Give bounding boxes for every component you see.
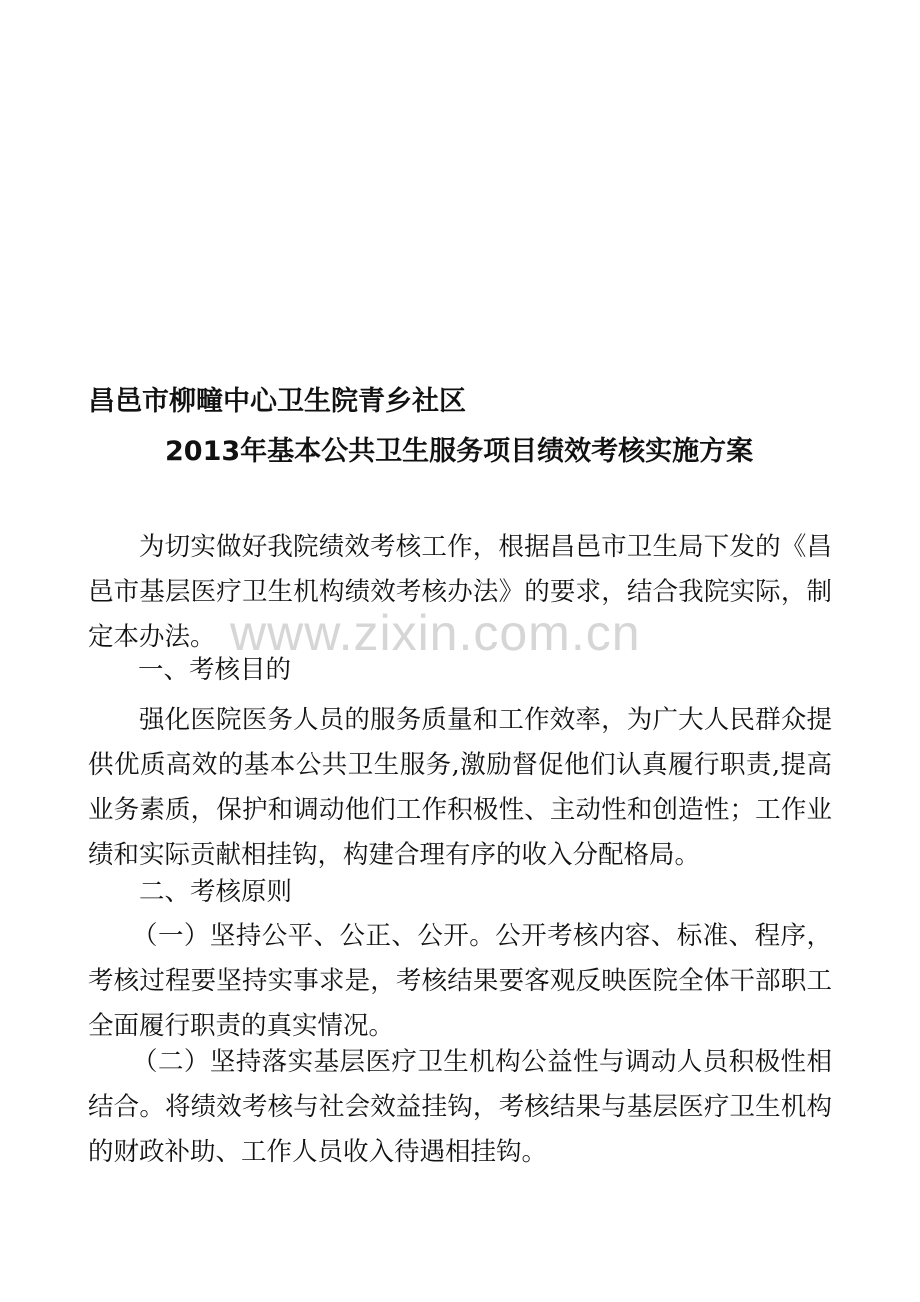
principle1-paragraph: （一）坚持公平、公正、公开。公开考核内容、标准、程序，考核过程要坚持实事求是，考核结果要客观反映医院全体干部职工全面履行职责的真实情况。	[88, 921, 832, 1041]
document-title-line1: 昌邑市柳疃中心卫生院青乡社区	[88, 386, 466, 417]
watermark: www.zixin.com.cn	[230, 605, 641, 661]
intro-paragraph: 为切实做好我院绩效考核工作，根据昌邑市卫生局下发的《昌邑市基层医疗卫生机构绩效考核办法》的要求，结合我院实际，制定本办法。	[88, 532, 832, 652]
principle2-paragraph: （二）坚持落实基层医疗卫生机构公益性与调动人员积极性相结合。将绩效考核与社会效益挂钩，考核结果与基层医疗卫生机构的财政补助、工作人员收入待遇相挂钩。	[88, 1047, 832, 1167]
section1-heading: 一、考核目的	[138, 655, 292, 685]
section2-heading: 二、考核原则	[139, 877, 293, 907]
section1-paragraph: 强化医院医务人员的服务质量和工作效率，为广大人民群众提供优质高效的基本公共卫生服务,激励督促他们认真履行职责,提高业务素质，保护和调动他们工作积极性、主动性和创造性；工作业绩和实际贡献相挂钩，构建合理有序的收入分配格局。	[88, 705, 832, 870]
document-title-line2: 2013年基本公共卫生服务项目绩效考核实施方案	[165, 436, 754, 467]
